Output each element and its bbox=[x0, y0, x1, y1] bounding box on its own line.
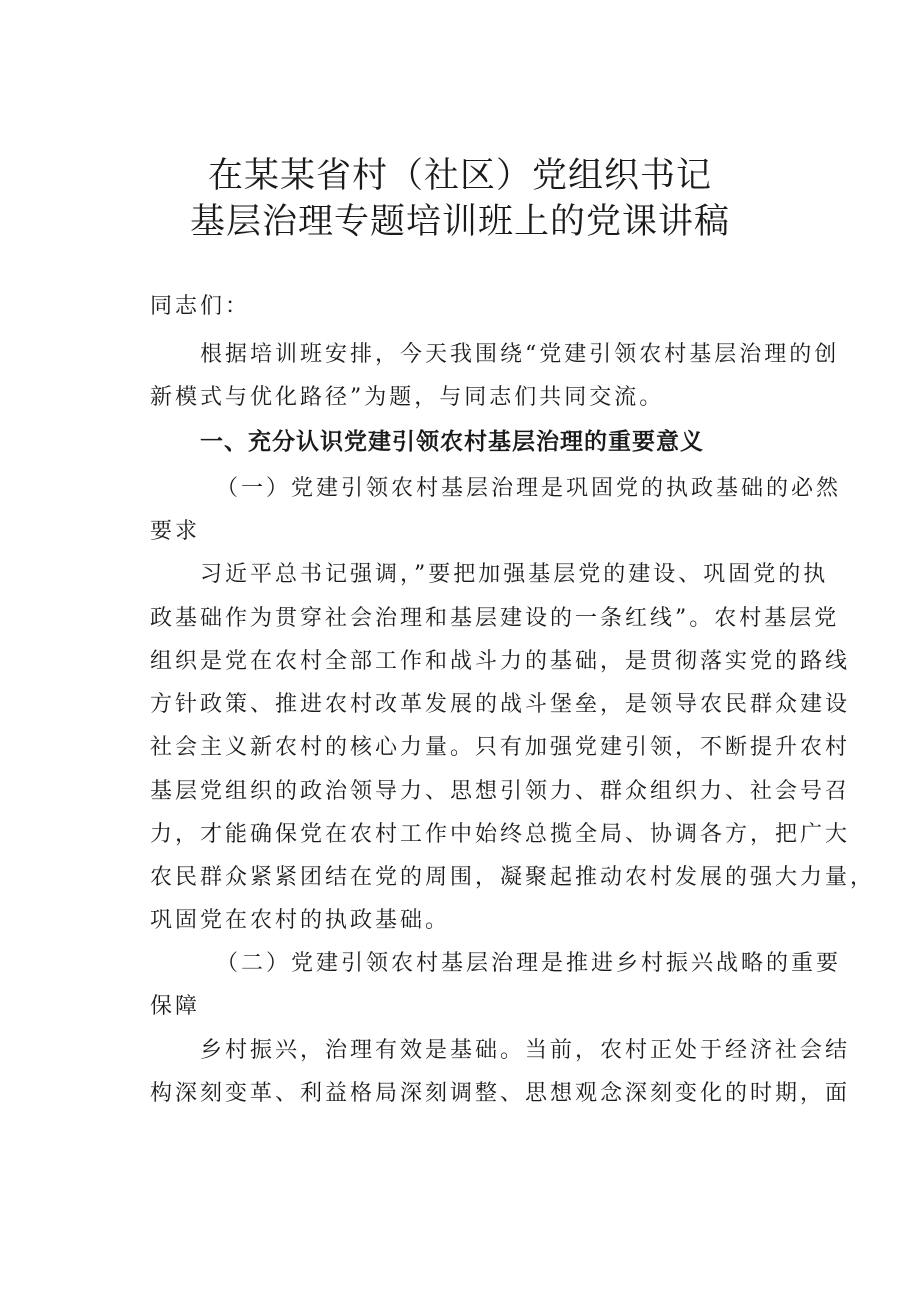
document-title-line-2: 基层治理专题培训班上的党课讲稿 bbox=[189, 202, 730, 242]
subsection-heading-line: （二）党建引领农村基层治理是推进乡村振兴战略的重要 bbox=[216, 951, 842, 976]
paragraph-line: 方针政策、推进农村改革发展的战斗堡垒，是领导农民群众建设 bbox=[150, 692, 851, 717]
paragraph-line: 构深刻变革、利益格局深刻调整、思想观念深刻变化的时期，面 bbox=[150, 1081, 851, 1106]
subsection-heading-line: 要求 bbox=[150, 519, 201, 544]
document-title-line-1: 在某某省村（社区）党组织书记 bbox=[207, 156, 712, 196]
subsection-heading-line: （一）党建引领农村基层治理是巩固党的执政基础的必然 bbox=[216, 476, 842, 501]
paragraph-line: 力，才能确保党在农村工作中始终总揽全局、协调各方，把广大 bbox=[150, 822, 851, 847]
paragraph-line: 农民群众紧紧团结在党的周围，凝聚起推动农村发展的强大力量， bbox=[150, 865, 876, 890]
paragraph-line: 政基础作为贯穿社会治理和基层建设的一条红线”。农村基层党 bbox=[150, 606, 840, 631]
intro-line: 根据培训班安排，今天我围绕“党建引领农村基层治理的创 bbox=[200, 342, 840, 367]
section-heading: 一、充分认识党建引领农村基层治理的重要意义 bbox=[200, 429, 704, 455]
paragraph-line: 基层党组织的政治领导力、思想引领力、群众组织力、社会号召 bbox=[150, 779, 851, 804]
intro-line: 新模式与优化路径”为题，与同志们共同交流。 bbox=[150, 385, 665, 410]
paragraph-line: 组织是党在农村全部工作和战斗力的基础，是贯彻落实党的路线 bbox=[150, 649, 851, 674]
paragraph-line: 乡村振兴，治理有效是基础。当前，农村正处于经济社会结 bbox=[200, 1038, 851, 1063]
paragraph-line: 习近平总书记强调，”要把加强基层党的建设、巩固党的执 bbox=[200, 562, 829, 587]
subsection-heading-line: 保障 bbox=[150, 994, 201, 1019]
paragraph-line: 巩固党在农村的执政基础。 bbox=[150, 908, 451, 933]
salutation: 同志们： bbox=[150, 294, 251, 319]
paragraph-line: 社会主义新农村的核心力量。只有加强党建引领，不断提升农村 bbox=[150, 735, 851, 760]
